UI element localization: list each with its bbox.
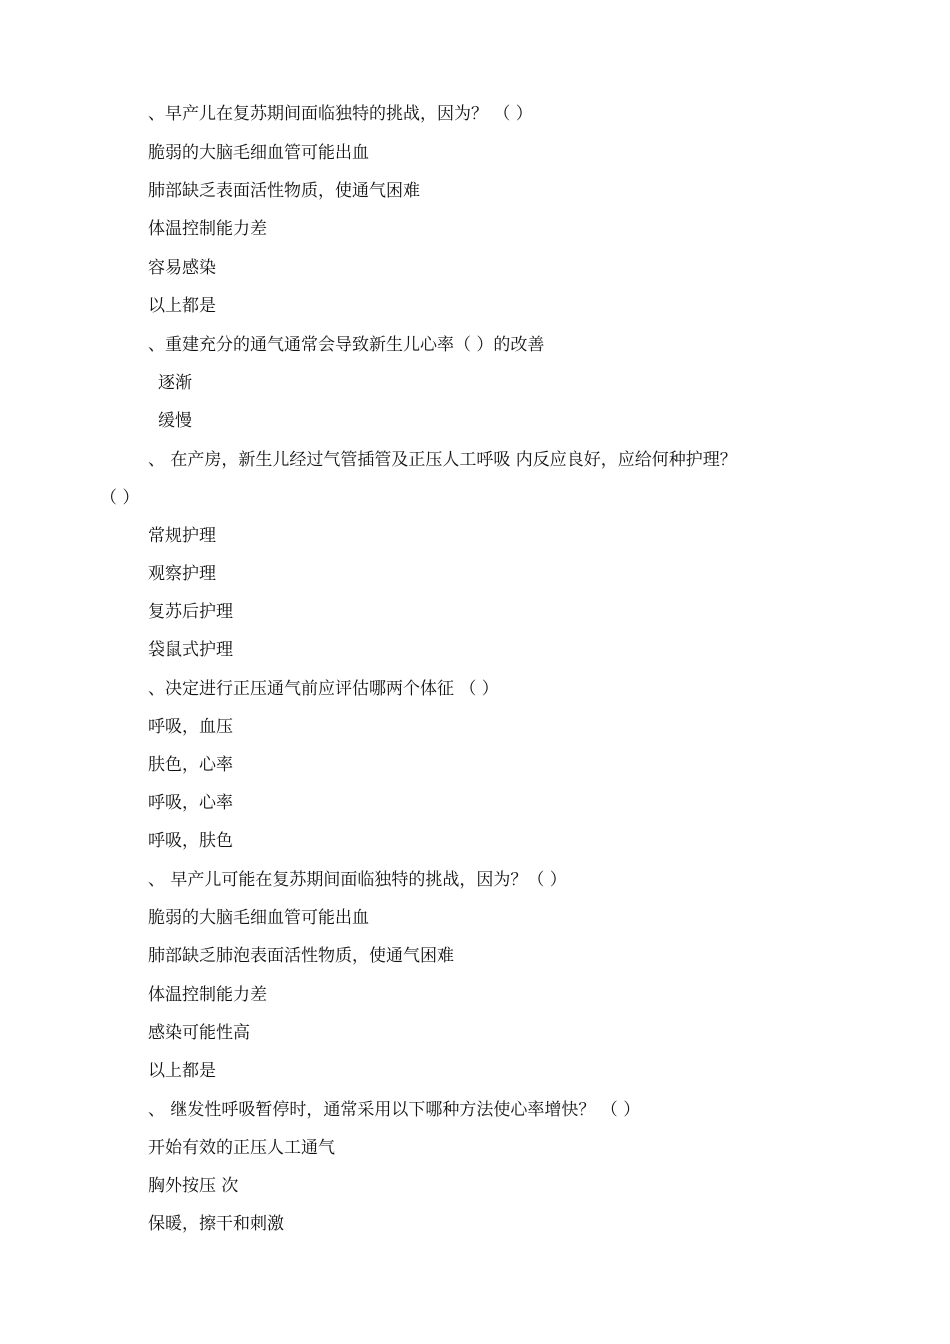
question-6-option-b: 胸外按压 次 <box>148 1176 239 1196</box>
question-1-option-b: 肺部缺乏表面活性物质，使通气困难 <box>148 181 420 201</box>
question-3-continuation: （ ） <box>100 488 140 508</box>
question-3-option-d: 袋鼠式护理 <box>148 640 233 660</box>
question-1-option-a: 脆弱的大脑毛细血管可能出血 <box>148 143 369 163</box>
question-4-option-d: 呼吸，肤色 <box>148 831 233 851</box>
question-3-option-b: 观察护理 <box>148 564 216 584</box>
question-6-option-c: 保暖，擦干和刺激 <box>148 1214 284 1234</box>
question-5-option-e: 以上都是 <box>148 1061 216 1081</box>
question-2-option-b: 缓慢 <box>158 411 192 431</box>
question-5: 、 早产儿可能在复苏期间面临独特的挑战，因为？（ ） <box>148 870 567 890</box>
question-5-option-b: 肺部缺乏肺泡表面活性物质，使通气困难 <box>148 946 454 966</box>
question-1-option-e: 以上都是 <box>148 296 216 316</box>
question-1-option-d: 容易感染 <box>148 258 216 278</box>
question-2: 、重建充分的通气通常会导致新生儿心率（ ）的改善 <box>148 335 545 355</box>
question-4-option-b: 肤色，心率 <box>148 755 233 775</box>
question-5-option-d: 感染可能性高 <box>148 1023 250 1043</box>
question-4-option-a: 呼吸，血压 <box>148 717 233 737</box>
question-1-option-c: 体温控制能力差 <box>148 219 267 239</box>
question-2-option-a: 逐渐 <box>158 373 192 393</box>
question-3-option-a: 常规护理 <box>148 526 216 546</box>
question-3-option-c: 复苏后护理 <box>148 602 233 622</box>
question-1: 、早产儿在复苏期间面临独特的挑战，因为？ （ ） <box>148 104 533 124</box>
question-3: 、 在产房，新生儿经过气管插管及正压人工呼吸 内反应良好，应给何种护理？ <box>148 450 737 470</box>
question-5-option-a: 脆弱的大脑毛细血管可能出血 <box>148 908 369 928</box>
question-6: 、 继发性呼吸暂停时，通常采用以下哪种方法使心率增快？ （ ） <box>148 1100 641 1120</box>
question-4: 、决定进行正压通气前应评估哪两个体征 （ ） <box>148 679 499 699</box>
question-5-option-c: 体温控制能力差 <box>148 985 267 1005</box>
question-6-option-a: 开始有效的正压人工通气 <box>148 1138 335 1158</box>
question-4-option-c: 呼吸，心率 <box>148 793 233 813</box>
